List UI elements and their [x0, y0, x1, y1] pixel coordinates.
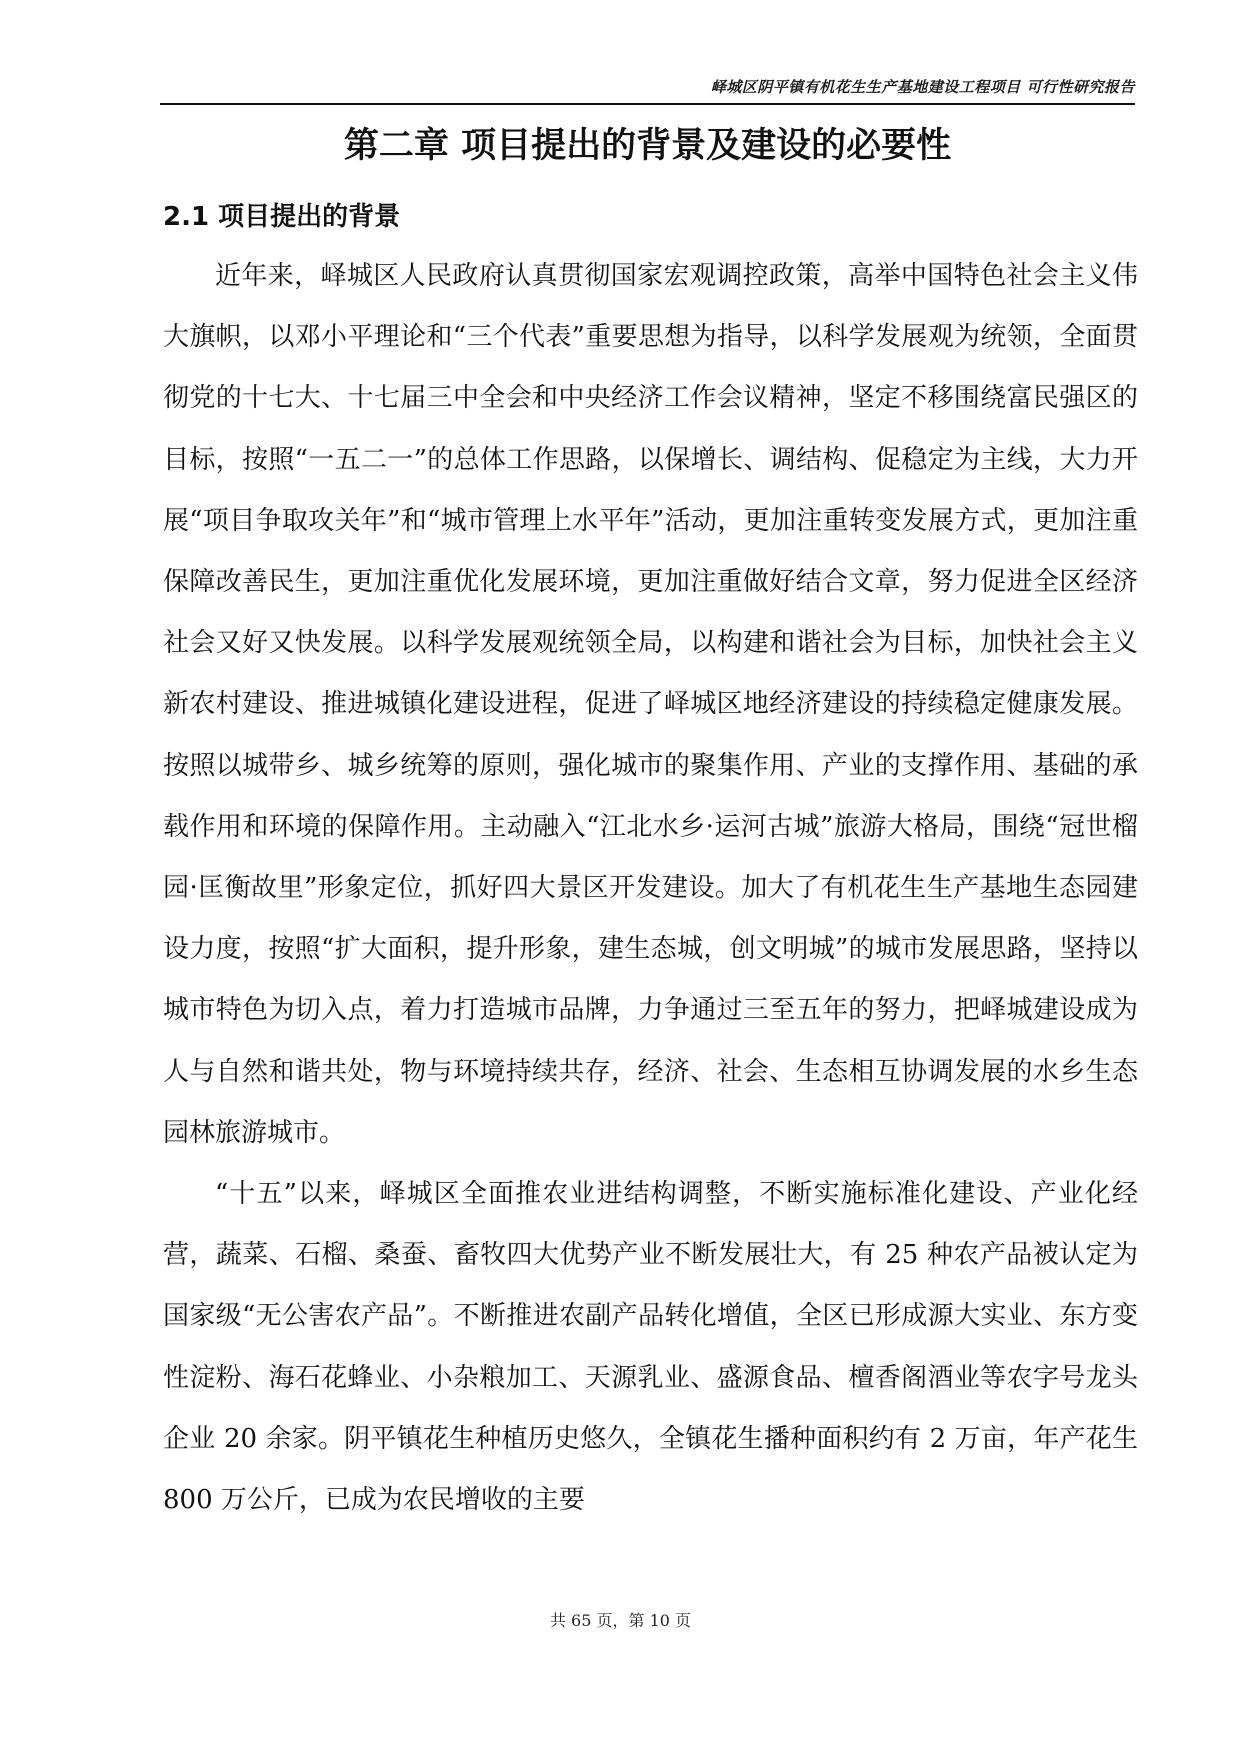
running-header: 峄城区阴平镇有机花生生产基地建设工程项目 可行性研究报告 — [710, 78, 1135, 96]
section-title: 2.1 项目提出的背景 — [163, 202, 401, 232]
paragraph: “十五”以来，峄城区全面推农业进结构调整，不断实施标准化建设、产业化经营，蔬菜、石榴、桑蚕、畜牧四大优势产业不断发展壮大，有 25 种农产品被认定为国家级“无公害农产品”。不断推进农副产品转化增值，全区已形成源大实业、东方变性淀粉、海石花蜂业、小杂粮加工、天源乳业、盛源食品、檀香阁酒业等农字号龙头企业 20 余家。阴平镇花生种植历史悠久，全镇花生播种面积约有 2 万亩，年产花生 800 万公斤，已成为农民增收的主要 — [163, 1179, 1138, 1516]
paragraph: 近年来，峄城区人民政府认真贯彻国家宏观调控政策，高举中国特色社会主义伟大旗帜，以邓小平理论和“三个代表”重要思想为指导，以科学发展观为统领，全面贯彻党的十七大、十七届三中全会和中央经济工作会议精神，坚定不移围绕富民强区的目标，按照“一五二一”的总体工作思路，以保增长、调结构、促稳定为主线，大力开展“项目争取攻关年”和“城市管理上水平年”活动，更加注重转变发展方式，更加注重保障改善民生，更加注重优化发展环境，更加注重做好结合文章，努力促进全区经济社会又好又快发展。以科学发展观统领全局，以构建和谐社会为目标，加快社会主义新农村建设、推进城镇化建设进程，促进了峄城区地经济建设的持续稳定健康发展。按照以城带乡、城乡统筹的原则，强化城市的聚集作用、产业的支撑作用、基础的承载作用和环境的保障作用。主动融入“江北水乡·运河古城”旅游大格局，围绕“冠世榴园·匡衡故里”形象定位，抓好四大景区开发建设。加大了有机花生生产基地生态园建设力度，按照“扩大面积，提升形象，建生态城，创文明城”的城市发展思路，坚持以城市特色为切入点，着力打造城市品牌，力争通过三至五年的努力，把峄城建设成为人与自然和谐共处，物与环境持续共存，经济、社会、生态相互协调发展的水乡生态园林旅游城市。 — [163, 261, 1138, 1148]
header-divider — [160, 103, 1135, 105]
page-number: 共 65 页，第 10 页 — [549, 1611, 692, 1630]
chapter-title: 第二章 项目提出的背景及建设的必要性 — [343, 126, 952, 166]
body-text — [163, 246, 1138, 1531]
